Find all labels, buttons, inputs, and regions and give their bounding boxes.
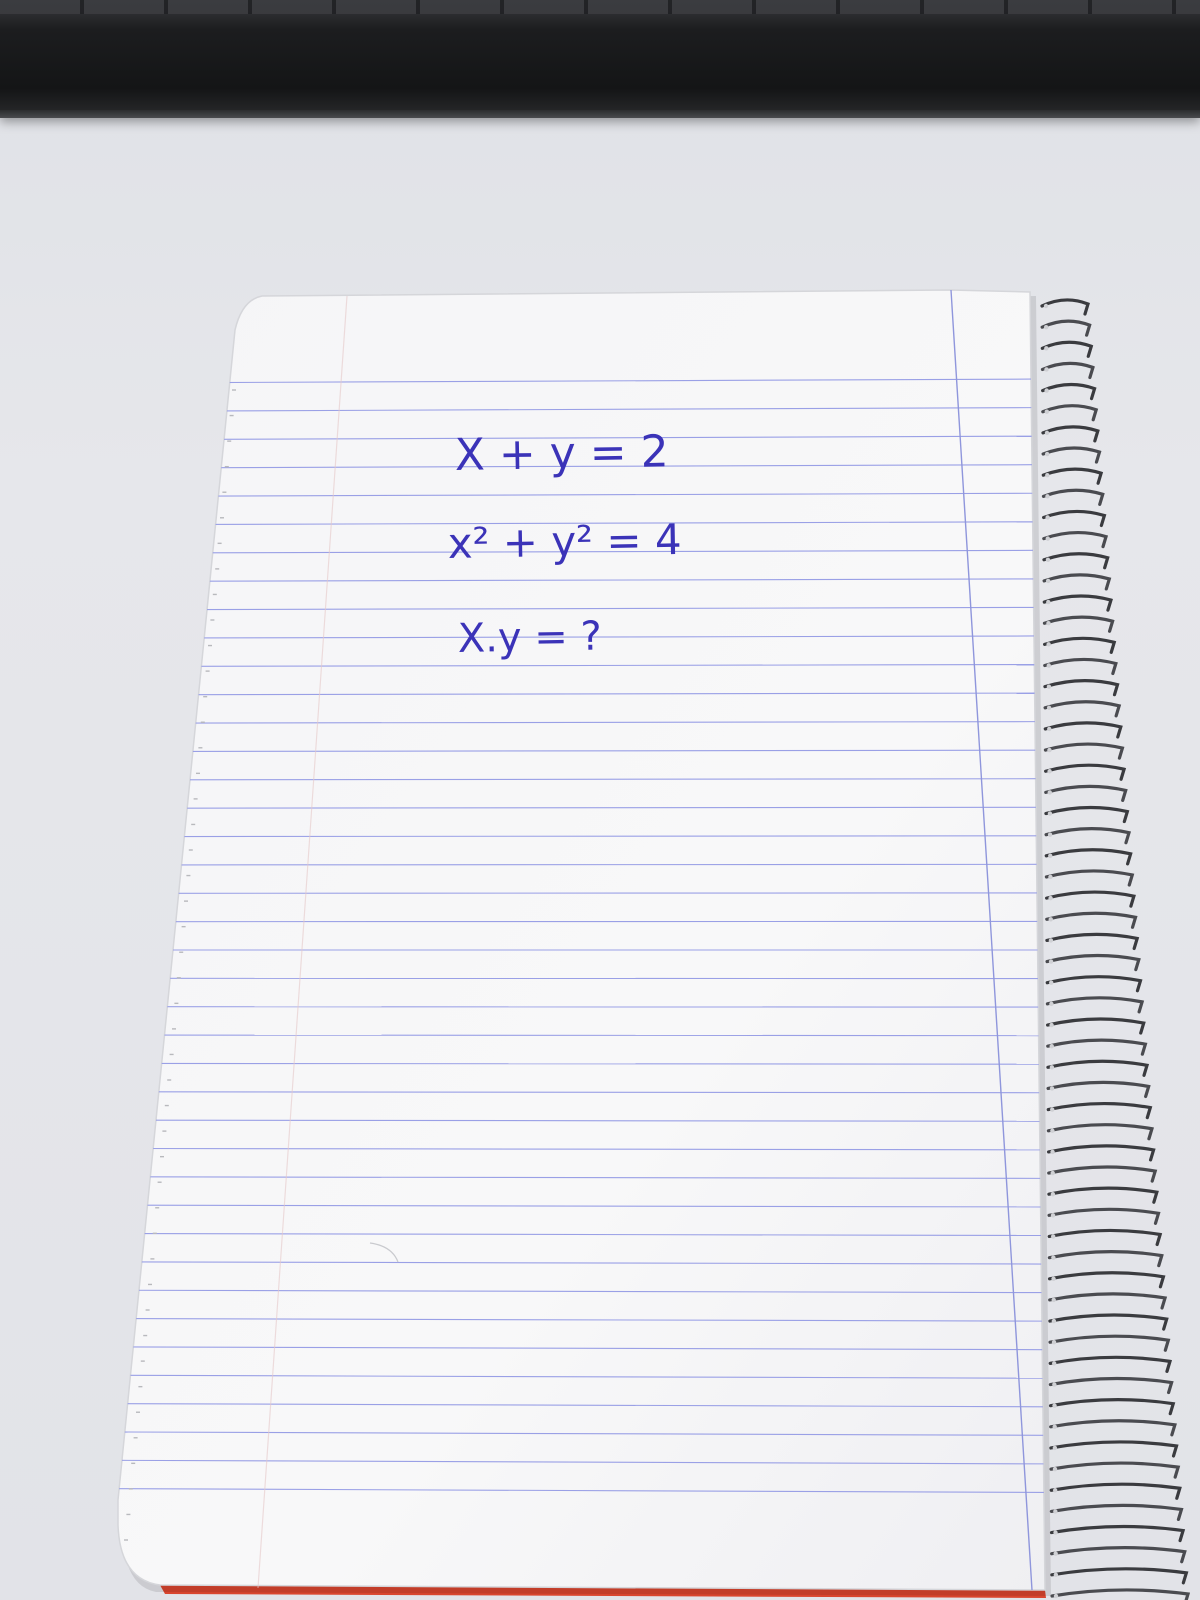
- spiral-loop: [1046, 829, 1129, 843]
- spiral-loop: [1052, 1548, 1185, 1562]
- spiral-loop: [1044, 596, 1111, 610]
- spiral-loop: [1052, 1590, 1188, 1600]
- spiral-hole: [1048, 854, 1052, 858]
- spiral-hole: [1050, 1129, 1054, 1133]
- spiral-loop: [1048, 1125, 1152, 1139]
- spiral-hole: [1047, 748, 1051, 752]
- spiral-loop: [1047, 892, 1134, 906]
- notebook-page: [118, 290, 1045, 1590]
- spiral-hole: [1045, 410, 1049, 414]
- spiral-hole: [1052, 1425, 1056, 1429]
- spiral-loop: [1050, 1273, 1164, 1287]
- spiral-hole: [1053, 1446, 1057, 1450]
- spiral-hole: [1048, 875, 1052, 879]
- spiral-hole: [1047, 706, 1051, 710]
- spiral-hole: [1045, 494, 1049, 498]
- spiral-hole: [1053, 1530, 1057, 1534]
- spiral-loop: [1044, 511, 1105, 525]
- spiral-hole: [1046, 558, 1050, 562]
- spiral-hole: [1048, 896, 1052, 900]
- spiral-loop: [1044, 554, 1108, 568]
- spiral-loop: [1050, 1378, 1171, 1392]
- spiral-loop: [1047, 934, 1137, 948]
- spiral-loop: [1045, 744, 1122, 758]
- spiral-loop: [1042, 321, 1089, 335]
- rule-line: [110, 864, 1050, 865]
- spiral-loop: [1043, 385, 1095, 399]
- spiral-hole: [1052, 1340, 1056, 1344]
- spiral-loop: [1048, 1040, 1146, 1054]
- spiral-loop: [1048, 1061, 1147, 1075]
- spiral-loop: [1045, 638, 1115, 652]
- spiral-loop: [1046, 786, 1126, 800]
- spiral-hole: [1049, 981, 1053, 985]
- spiral-hole: [1048, 811, 1052, 815]
- spiral-loop: [1044, 575, 1109, 589]
- spiral-loop: [1049, 1167, 1155, 1181]
- spiral-hole: [1050, 1150, 1054, 1154]
- spiral-hole: [1052, 1298, 1056, 1302]
- equation-line-1: X + y = 2: [454, 426, 670, 481]
- spiral-hole: [1048, 790, 1052, 794]
- equation-line-3: X.y = ?: [457, 613, 603, 662]
- spiral-hole: [1047, 663, 1051, 667]
- spiral-hole: [1050, 1065, 1054, 1069]
- spiral-loop: [1050, 1357, 1170, 1371]
- spiral-hole: [1051, 1255, 1055, 1259]
- spiral-loop: [1046, 765, 1124, 779]
- spiral-hole: [1052, 1403, 1056, 1407]
- spiral-hole: [1046, 536, 1050, 540]
- spiral-hole: [1044, 325, 1048, 329]
- equation-line-2: x² + y² = 4: [447, 514, 683, 568]
- spiral-loop: [1043, 427, 1098, 441]
- spiral-loop: [1050, 1315, 1167, 1329]
- spiral-hole: [1047, 684, 1051, 688]
- spiral-loop: [1047, 977, 1140, 991]
- spiral-loop: [1045, 702, 1119, 716]
- spiral-hole: [1045, 452, 1049, 456]
- spiral-loop: [1048, 1019, 1144, 1033]
- spiral-loop: [1042, 300, 1088, 314]
- spiral-loop: [1048, 1104, 1150, 1118]
- spiral-hole: [1050, 1107, 1054, 1111]
- spiral-loop: [1045, 723, 1121, 737]
- spiral-hole: [1053, 1467, 1057, 1471]
- spiral-hole: [1046, 621, 1050, 625]
- spiral-hole: [1048, 832, 1052, 836]
- rule-line: [110, 1035, 1050, 1036]
- spiral-loop: [1042, 342, 1091, 356]
- spiral-loop: [1051, 1421, 1175, 1435]
- spiral-loop: [1043, 406, 1096, 420]
- spiral-loop: [1042, 363, 1092, 377]
- spiral-loop: [1051, 1442, 1177, 1456]
- spiral-hole: [1054, 1573, 1058, 1577]
- spiral-hole: [1045, 515, 1049, 519]
- spiral-hole: [1047, 727, 1051, 731]
- spiral-loop: [1049, 1209, 1158, 1223]
- spiral-hole: [1045, 473, 1049, 477]
- spiral-hole: [1052, 1382, 1056, 1386]
- spiral-hole: [1051, 1192, 1055, 1196]
- spiral-loop: [1049, 1252, 1161, 1266]
- spiral-hole: [1053, 1552, 1057, 1556]
- spiral-hole: [1050, 1044, 1054, 1048]
- spiral-loop: [1049, 1146, 1154, 1160]
- spiral-loop: [1045, 681, 1118, 695]
- spiral-loop: [1045, 659, 1116, 673]
- spiral-loop: [1050, 1294, 1165, 1308]
- spiral-loop: [1051, 1484, 1180, 1498]
- spiral-hole: [1044, 346, 1048, 350]
- spiral-hole: [1051, 1234, 1055, 1238]
- spiral-loop: [1047, 913, 1136, 927]
- spiral-hole: [1044, 304, 1048, 308]
- spiral-hole: [1049, 917, 1053, 921]
- spiral-loop: [1048, 1082, 1149, 1096]
- spiral-hole: [1051, 1277, 1055, 1281]
- spiral-hole: [1049, 938, 1053, 942]
- spiral-hole: [1050, 1086, 1054, 1090]
- spiral-hole: [1046, 600, 1050, 604]
- spiral-loop: [1046, 850, 1130, 864]
- spiral-loop: [1051, 1400, 1174, 1414]
- spiral-loop: [1043, 490, 1102, 504]
- spiral-loop: [1044, 617, 1112, 631]
- spiral-hole: [1052, 1319, 1056, 1323]
- spiral-loop: [1049, 1230, 1160, 1244]
- spiral-hole: [1046, 642, 1050, 646]
- spiral-loop: [1049, 1188, 1157, 1202]
- spiral-loop: [1050, 1336, 1168, 1350]
- spiral-hole: [1049, 959, 1053, 963]
- spiral-hole: [1045, 431, 1049, 435]
- spiral-hole: [1044, 367, 1048, 371]
- spiral-loop: [1052, 1527, 1184, 1541]
- spiral-hole: [1054, 1594, 1058, 1598]
- spiral-loop: [1052, 1569, 1187, 1583]
- spiral-loop: [1046, 807, 1127, 821]
- spiral-hole: [1051, 1213, 1055, 1217]
- spiral-hole: [1049, 1023, 1053, 1027]
- spiral-loop: [1046, 871, 1132, 885]
- spiral-loop: [1044, 533, 1106, 547]
- spiral-hole: [1049, 1002, 1053, 1006]
- spiral-hole: [1053, 1509, 1057, 1513]
- spiral-binding: [1042, 300, 1188, 1600]
- spiral-hole: [1052, 1361, 1056, 1365]
- spiral-loop: [1043, 448, 1099, 462]
- spiral-loop: [1047, 956, 1139, 970]
- spiral-hole: [1044, 388, 1048, 392]
- spiral-hole: [1046, 579, 1050, 583]
- spiral-loop: [1047, 998, 1142, 1012]
- spiral-loop: [1051, 1463, 1178, 1477]
- spiral-hole: [1047, 769, 1051, 773]
- spiral-loop: [1043, 469, 1101, 483]
- spiral-loop: [1051, 1505, 1181, 1519]
- spiral-hole: [1053, 1488, 1057, 1492]
- spiral-hole: [1051, 1171, 1055, 1175]
